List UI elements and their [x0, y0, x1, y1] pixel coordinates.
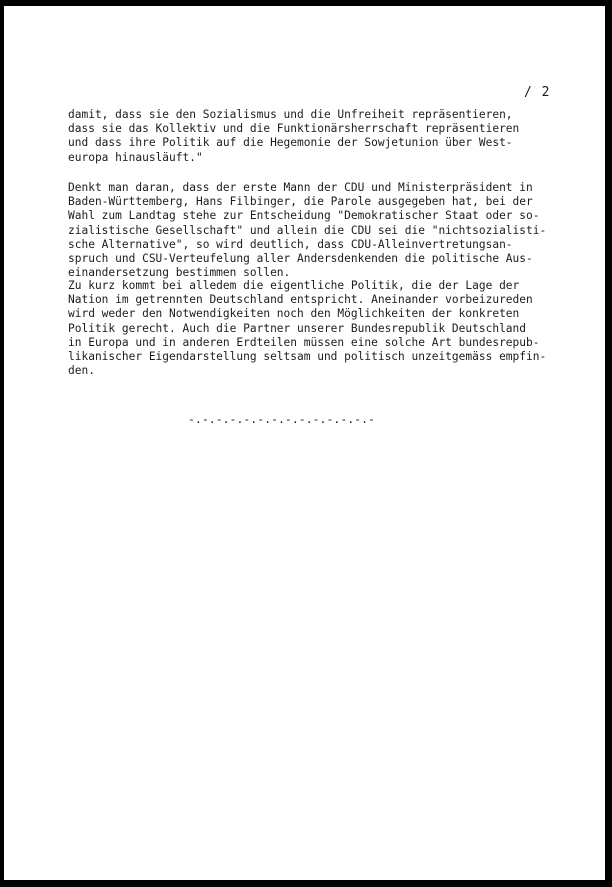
paragraph-2	[68, 181, 546, 280]
text-line: in Europa und in anderen Erdteilen müssen eine solche Art bundesrepub-	[68, 335, 540, 349]
page-number: / 2	[524, 85, 551, 100]
text-line: Nation im getrennten Deutschland entspricht. Aneinander vorbeizureden	[68, 293, 533, 307]
text-line: Denkt man daran, dass der erste Mann der CDU und Ministerpräsident in	[68, 181, 533, 194]
text-line: Politik gerecht. Auch die Partner unserer Bundesrepublik Deutschland	[68, 321, 527, 335]
text-line: sche Alternative", so wird deutlich, dass CDU-Alleinvertretungsan-	[68, 237, 513, 251]
text-line: einandersetzung bestimmen sollen.	[68, 266, 291, 280]
text-line: europa hinausläuft."	[68, 150, 203, 164]
paragraph-1	[68, 108, 519, 165]
end-separator: -.-.-.-.-.-.-.-.-.-.-.-.-.-	[188, 412, 375, 426]
text-line: zialistische Gesellschaft" und allein die CDU sei die "nichtsozialisti-	[68, 223, 547, 237]
paragraph-3	[68, 279, 546, 378]
text-line: damit, dass sie den Sozialismus und die Unfreiheit repräsentieren,	[68, 108, 513, 121]
document-page	[4, 6, 605, 880]
text-line: wird weder den Notwendigkeiten noch den Möglichkeiten der konkreten	[68, 307, 520, 321]
text-line: den.	[68, 364, 95, 378]
text-line: likanischer Eigendarstellung seltsam und politisch unzeitgemäss empfin-	[68, 349, 547, 363]
text-line: dass sie das Kollektiv und die Funktionärsherrschaft repräsentieren	[68, 122, 520, 136]
text-line: Zu kurz kommt bei alledem die eigentliche Politik, die der Lage der	[68, 279, 520, 292]
text-line: spruch und CSU-Verteufelung aller Andersdenkenden die politische Aus-	[68, 251, 533, 265]
text-line: Baden-Württemberg, Hans Filbinger, die Parole ausgegeben hat, bei der	[68, 195, 533, 209]
text-line: Wahl zum Landtag stehe zur Entscheidung "Demokratischer Staat oder so-	[68, 209, 540, 223]
text-line: und dass ihre Politik auf die Hegemonie der Sowjetunion über West-	[68, 136, 513, 150]
